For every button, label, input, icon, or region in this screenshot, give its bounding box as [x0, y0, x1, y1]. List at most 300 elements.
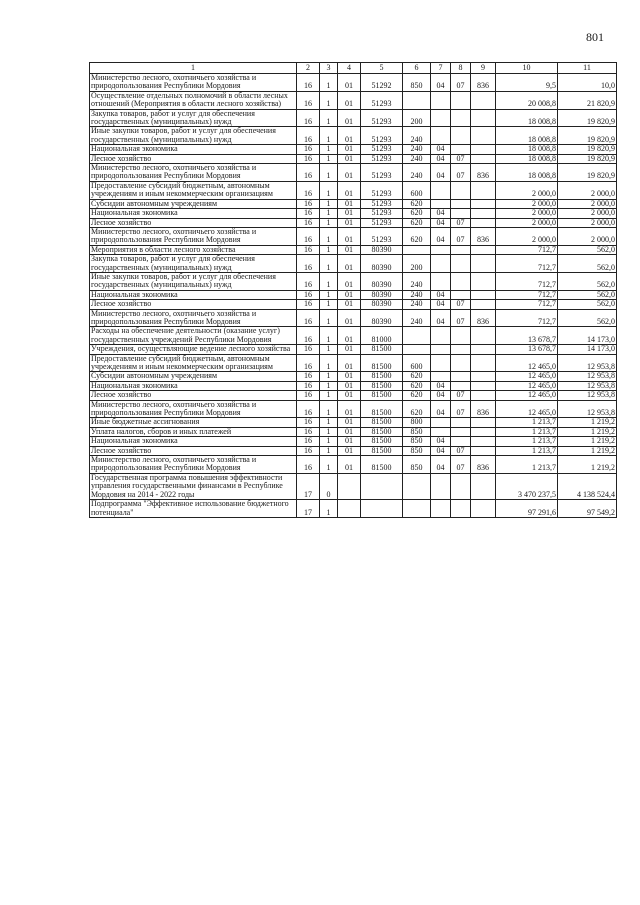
row-value-cell-col-10: 12 465,0	[496, 354, 558, 372]
row-value-cell-col-2: 16	[297, 145, 320, 154]
row-value-cell-col-11: 562,0	[558, 290, 617, 299]
row-name-cell: Предоставление субсидий бюджетным, автономным учреждениям и иным некоммерческим организациям	[90, 181, 297, 199]
row-value-cell-col-6	[403, 245, 431, 254]
table-row	[90, 300, 617, 309]
header-cell-col-9: 9	[471, 63, 496, 74]
row-value-cell-col-2: 16	[297, 272, 320, 290]
row-value-cell-col-6: 850	[403, 446, 431, 455]
row-value-cell-col-10: 2 000,0	[496, 181, 558, 199]
row-value-cell-col-8: 07	[451, 154, 471, 163]
header-cell-col-10: 10	[496, 63, 558, 74]
row-value-cell-col-9	[471, 255, 496, 273]
row-value-cell-col-10: 712,7	[496, 245, 558, 254]
row-value-cell-col-7: 04	[431, 381, 451, 390]
row-value-cell-col-11: 19 820,9	[558, 127, 617, 145]
row-value-cell-col-10: 13 678,7	[496, 327, 558, 345]
row-value-cell-col-9	[471, 272, 496, 290]
row-value-cell-col-10: 18 008,8	[496, 127, 558, 145]
table-header	[90, 63, 617, 74]
row-value-cell-col-2: 16	[297, 164, 320, 182]
row-value-cell-col-6: 240	[403, 272, 431, 290]
row-name-cell: Расходы на обеспечение деятельности (оказание услуг) государственных учреждений Республики Мордовия	[90, 327, 297, 345]
row-value-cell-col-4: 01	[338, 164, 361, 182]
row-value-cell-col-6: 200	[403, 109, 431, 127]
row-value-cell-col-9	[471, 218, 496, 227]
row-name-cell: Закупка товаров, работ и услуг для обеспечения государственных (муниципальных) нужд	[90, 255, 297, 273]
table-row	[90, 181, 617, 199]
row-value-cell-col-5: 81500	[361, 437, 403, 446]
row-value-cell-col-8	[451, 327, 471, 345]
row-value-cell-col-7: 04	[431, 437, 451, 446]
header-cell-col-8: 8	[451, 63, 471, 74]
row-value-cell-col-4: 01	[338, 456, 361, 474]
table-row	[90, 227, 617, 245]
row-value-cell-col-8	[451, 127, 471, 145]
row-value-cell-col-5: 51293	[361, 164, 403, 182]
row-value-cell-col-11: 14 173,0	[558, 327, 617, 345]
row-value-cell-col-11: 19 820,9	[558, 109, 617, 127]
row-value-cell-col-2: 16	[297, 154, 320, 163]
table-row	[90, 446, 617, 455]
row-value-cell-col-9	[471, 372, 496, 381]
row-value-cell-col-2: 16	[297, 109, 320, 127]
row-value-cell-col-7: 04	[431, 164, 451, 182]
row-name-cell: Министерство лесного, охотничьего хозяйства и природопользования Республики Мордовия	[90, 400, 297, 418]
row-value-cell-col-5: 80390	[361, 309, 403, 327]
row-value-cell-col-2: 16	[297, 255, 320, 273]
row-value-cell-col-3: 1	[320, 199, 338, 208]
row-value-cell-col-7	[431, 255, 451, 273]
row-name-cell: Лесное хозяйство	[90, 391, 297, 400]
row-value-cell-col-7	[431, 427, 451, 436]
row-value-cell-col-5: 51293	[361, 109, 403, 127]
row-value-cell-col-9: 836	[471, 456, 496, 474]
row-value-cell-col-11: 2 000,0	[558, 181, 617, 199]
row-value-cell-col-2: 17	[297, 473, 320, 499]
row-value-cell-col-6: 620	[403, 218, 431, 227]
row-value-cell-col-7	[431, 500, 451, 518]
row-value-cell-col-3: 1	[320, 418, 338, 427]
row-value-cell-col-11: 19 820,9	[558, 145, 617, 154]
row-value-cell-col-10: 12 465,0	[496, 372, 558, 381]
row-value-cell-col-6: 240	[403, 145, 431, 154]
row-value-cell-col-10: 12 465,0	[496, 391, 558, 400]
row-value-cell-col-3: 1	[320, 391, 338, 400]
row-value-cell-col-3: 1	[320, 427, 338, 436]
row-value-cell-col-6: 850	[403, 456, 431, 474]
row-value-cell-col-11: 562,0	[558, 245, 617, 254]
row-value-cell-col-11: 1 219,2	[558, 427, 617, 436]
table-row	[90, 456, 617, 474]
row-value-cell-col-9	[471, 345, 496, 354]
row-value-cell-col-3: 1	[320, 218, 338, 227]
table-row	[90, 309, 617, 327]
row-value-cell-col-10: 18 008,8	[496, 164, 558, 182]
row-value-cell-col-3: 1	[320, 400, 338, 418]
row-name-cell: Лесное хозяйство	[90, 300, 297, 309]
row-value-cell-col-4: 01	[338, 446, 361, 455]
table-row	[90, 74, 617, 92]
row-value-cell-col-8	[451, 91, 471, 109]
row-value-cell-col-3: 1	[320, 127, 338, 145]
row-name-cell: Министерство лесного, охотничьего хозяйства и природопользования Республики Мордовия	[90, 456, 297, 474]
row-value-cell-col-9	[471, 199, 496, 208]
row-value-cell-col-3: 1	[320, 245, 338, 254]
row-name-cell: Иные закупки товаров, работ и услуг для обеспечения государственных (муниципальных) нужд	[90, 272, 297, 290]
row-value-cell-col-4: 01	[338, 437, 361, 446]
row-value-cell-col-5: 81500	[361, 354, 403, 372]
row-value-cell-col-8	[451, 345, 471, 354]
row-value-cell-col-6: 240	[403, 300, 431, 309]
row-value-cell-col-9	[471, 418, 496, 427]
row-value-cell-col-7: 04	[431, 145, 451, 154]
row-value-cell-col-2: 16	[297, 218, 320, 227]
row-value-cell-col-5: 81500	[361, 446, 403, 455]
row-value-cell-col-4: 01	[338, 181, 361, 199]
row-value-cell-col-6: 620	[403, 209, 431, 218]
row-value-cell-col-8: 07	[451, 164, 471, 182]
table-row	[90, 164, 617, 182]
row-value-cell-col-2: 16	[297, 372, 320, 381]
header-cell-col-2: 2	[297, 63, 320, 74]
row-value-cell-col-5: 51293	[361, 209, 403, 218]
row-name-cell: Субсидии автономным учреждениям	[90, 199, 297, 208]
row-value-cell-col-9	[471, 181, 496, 199]
row-value-cell-col-11: 12 953,8	[558, 381, 617, 390]
table-row	[90, 473, 617, 499]
row-name-cell: Осуществление отдельных полномочий в области лесных отношений (Мероприятия в области лесного хозяйства)	[90, 91, 297, 109]
table-row	[90, 400, 617, 418]
table-row	[90, 218, 617, 227]
row-value-cell-col-6: 600	[403, 181, 431, 199]
row-value-cell-col-3: 1	[320, 154, 338, 163]
row-value-cell-col-5: 51293	[361, 199, 403, 208]
row-value-cell-col-5: 80390	[361, 272, 403, 290]
row-value-cell-col-2: 16	[297, 290, 320, 299]
row-value-cell-col-3: 1	[320, 437, 338, 446]
row-value-cell-col-4: 01	[338, 391, 361, 400]
row-value-cell-col-2: 16	[297, 418, 320, 427]
row-value-cell-col-9	[471, 209, 496, 218]
row-value-cell-col-10: 18 008,8	[496, 109, 558, 127]
row-name-cell: Предоставление субсидий бюджетным, автономным учреждениям и иным некоммерческим организациям	[90, 354, 297, 372]
row-value-cell-col-6: 240	[403, 290, 431, 299]
row-value-cell-col-11: 2 000,0	[558, 209, 617, 218]
row-value-cell-col-7	[431, 245, 451, 254]
row-value-cell-col-3: 1	[320, 309, 338, 327]
row-value-cell-col-5: 80390	[361, 245, 403, 254]
row-value-cell-col-3: 1	[320, 145, 338, 154]
row-value-cell-col-6	[403, 91, 431, 109]
row-value-cell-col-9	[471, 391, 496, 400]
row-value-cell-col-8: 07	[451, 218, 471, 227]
row-value-cell-col-10: 1 213,7	[496, 427, 558, 436]
table-row	[90, 372, 617, 381]
row-value-cell-col-3: 1	[320, 446, 338, 455]
row-value-cell-col-3: 1	[320, 255, 338, 273]
row-value-cell-col-9	[471, 290, 496, 299]
row-value-cell-col-2: 16	[297, 381, 320, 390]
row-value-cell-col-5: 81500	[361, 381, 403, 390]
row-value-cell-col-9	[471, 500, 496, 518]
row-value-cell-col-4: 01	[338, 427, 361, 436]
row-value-cell-col-11: 12 953,8	[558, 372, 617, 381]
row-value-cell-col-9: 836	[471, 164, 496, 182]
row-value-cell-col-2: 16	[297, 91, 320, 109]
row-value-cell-col-7	[431, 272, 451, 290]
row-name-cell: Министерство лесного, охотничьего хозяйства и природопользования Республики Мордовия	[90, 309, 297, 327]
header-cell-col-5: 5	[361, 63, 403, 74]
row-value-cell-col-5	[361, 473, 403, 499]
row-value-cell-col-11: 97 549,2	[558, 500, 617, 518]
table-row	[90, 127, 617, 145]
row-value-cell-col-7	[431, 109, 451, 127]
row-value-cell-col-3: 1	[320, 272, 338, 290]
row-value-cell-col-11: 12 953,8	[558, 400, 617, 418]
row-name-cell: Государственная программа повышения эффективности управления государственными финансами в Республике Мордовия на 2014 - 2022 годы	[90, 473, 297, 499]
row-value-cell-col-2: 16	[297, 446, 320, 455]
row-value-cell-col-5: 51293	[361, 181, 403, 199]
row-value-cell-col-9	[471, 354, 496, 372]
row-value-cell-col-10: 2 000,0	[496, 218, 558, 227]
row-name-cell: Министерство лесного, охотничьего хозяйства и природопользования Республики Мордовия	[90, 164, 297, 182]
row-value-cell-col-2: 16	[297, 181, 320, 199]
row-value-cell-col-5: 81500	[361, 391, 403, 400]
row-value-cell-col-10: 712,7	[496, 309, 558, 327]
table-row	[90, 255, 617, 273]
row-value-cell-col-8: 07	[451, 400, 471, 418]
row-value-cell-col-4: 01	[338, 418, 361, 427]
table-row	[90, 345, 617, 354]
row-value-cell-col-8: 07	[451, 456, 471, 474]
row-value-cell-col-3: 1	[320, 91, 338, 109]
row-value-cell-col-2: 16	[297, 391, 320, 400]
table-row	[90, 418, 617, 427]
row-name-cell: Национальная экономика	[90, 145, 297, 154]
row-value-cell-col-7	[431, 354, 451, 372]
row-value-cell-col-5: 51292	[361, 74, 403, 92]
row-value-cell-col-6: 800	[403, 418, 431, 427]
row-value-cell-col-8	[451, 209, 471, 218]
row-value-cell-col-10: 2 000,0	[496, 209, 558, 218]
row-value-cell-col-8	[451, 437, 471, 446]
row-value-cell-col-10: 3 470 237,5	[496, 473, 558, 499]
row-value-cell-col-5: 51293	[361, 91, 403, 109]
row-name-cell: Министерство лесного, охотничьего хозяйства и природопользования Республики Мордовия	[90, 74, 297, 92]
row-value-cell-col-8	[451, 199, 471, 208]
row-value-cell-col-3: 1	[320, 354, 338, 372]
row-name-cell: Национальная экономика	[90, 381, 297, 390]
row-value-cell-col-8	[451, 418, 471, 427]
row-name-cell: Уплата налогов, сборов и иных платежей	[90, 427, 297, 436]
row-name-cell: Лесное хозяйство	[90, 218, 297, 227]
row-value-cell-col-11: 21 820,9	[558, 91, 617, 109]
row-value-cell-col-7: 04	[431, 446, 451, 455]
row-value-cell-col-8	[451, 427, 471, 436]
row-value-cell-col-3: 1	[320, 227, 338, 245]
header-cell-col-11: 11	[558, 63, 617, 74]
row-value-cell-col-7: 04	[431, 74, 451, 92]
row-value-cell-col-3: 1	[320, 74, 338, 92]
row-value-cell-col-8	[451, 500, 471, 518]
row-value-cell-col-4: 01	[338, 145, 361, 154]
row-value-cell-col-10: 12 465,0	[496, 400, 558, 418]
row-value-cell-col-2: 16	[297, 74, 320, 92]
row-value-cell-col-8: 07	[451, 227, 471, 245]
row-value-cell-col-6: 240	[403, 127, 431, 145]
row-value-cell-col-6	[403, 500, 431, 518]
row-value-cell-col-5: 81500	[361, 456, 403, 474]
row-value-cell-col-6: 850	[403, 427, 431, 436]
table-row	[90, 272, 617, 290]
row-value-cell-col-2: 16	[297, 209, 320, 218]
row-value-cell-col-4: 01	[338, 400, 361, 418]
table-row	[90, 209, 617, 218]
row-name-cell: Министерство лесного, охотничьего хозяйства и природопользования Республики Мордовия	[90, 227, 297, 245]
row-name-cell: Закупка товаров, работ и услуг для обеспечения государственных (муниципальных) нужд	[90, 109, 297, 127]
row-value-cell-col-7: 04	[431, 400, 451, 418]
row-value-cell-col-2: 16	[297, 354, 320, 372]
row-value-cell-col-7: 04	[431, 154, 451, 163]
row-value-cell-col-2: 16	[297, 199, 320, 208]
row-value-cell-col-7: 04	[431, 290, 451, 299]
row-value-cell-col-5: 51293	[361, 227, 403, 245]
row-value-cell-col-8	[451, 290, 471, 299]
row-value-cell-col-4: 01	[338, 290, 361, 299]
row-name-cell: Субсидии автономным учреждениям	[90, 372, 297, 381]
row-name-cell: Мероприятия в области лесного хозяйства	[90, 245, 297, 254]
row-value-cell-col-8	[451, 372, 471, 381]
row-value-cell-col-11: 12 953,8	[558, 354, 617, 372]
row-name-cell: Лесное хозяйство	[90, 154, 297, 163]
row-value-cell-col-9	[471, 427, 496, 436]
row-value-cell-col-2: 16	[297, 400, 320, 418]
row-value-cell-col-5: 51293	[361, 127, 403, 145]
row-value-cell-col-6	[403, 473, 431, 499]
row-value-cell-col-10: 712,7	[496, 290, 558, 299]
table-row	[90, 290, 617, 299]
table-row	[90, 500, 617, 518]
row-value-cell-col-11: 19 820,9	[558, 154, 617, 163]
row-value-cell-col-5: 80390	[361, 290, 403, 299]
row-value-cell-col-11: 12 953,8	[558, 391, 617, 400]
row-name-cell: Иные закупки товаров, работ и услуг для обеспечения государственных (муниципальных) нужд	[90, 127, 297, 145]
row-value-cell-col-4: 01	[338, 154, 361, 163]
row-value-cell-col-4: 01	[338, 354, 361, 372]
row-value-cell-col-4	[338, 473, 361, 499]
row-value-cell-col-3: 1	[320, 327, 338, 345]
row-value-cell-col-3: 1	[320, 500, 338, 518]
row-value-cell-col-4: 01	[338, 91, 361, 109]
row-value-cell-col-7	[431, 345, 451, 354]
row-value-cell-col-4: 01	[338, 209, 361, 218]
row-value-cell-col-10: 1 213,7	[496, 418, 558, 427]
row-value-cell-col-4: 01	[338, 300, 361, 309]
row-value-cell-col-4: 01	[338, 255, 361, 273]
header-cell-col-3: 3	[320, 63, 338, 74]
row-value-cell-col-6: 600	[403, 354, 431, 372]
row-value-cell-col-3: 1	[320, 164, 338, 182]
row-value-cell-col-10: 712,7	[496, 255, 558, 273]
row-value-cell-col-3: 1	[320, 290, 338, 299]
row-value-cell-col-5: 81500	[361, 372, 403, 381]
row-value-cell-col-3: 1	[320, 345, 338, 354]
row-value-cell-col-8	[451, 181, 471, 199]
row-value-cell-col-2: 17	[297, 500, 320, 518]
row-name-cell: Национальная экономика	[90, 209, 297, 218]
row-value-cell-col-3: 1	[320, 109, 338, 127]
row-value-cell-col-10: 9,5	[496, 74, 558, 92]
budget-table	[89, 62, 617, 518]
row-value-cell-col-6: 850	[403, 74, 431, 92]
row-value-cell-col-6: 200	[403, 255, 431, 273]
row-value-cell-col-11: 1 219,2	[558, 456, 617, 474]
row-value-cell-col-3: 1	[320, 300, 338, 309]
page-number: 801	[586, 30, 604, 44]
row-value-cell-col-2: 16	[297, 309, 320, 327]
row-value-cell-col-8	[451, 381, 471, 390]
header-cell-col-6: 6	[403, 63, 431, 74]
row-value-cell-col-9: 836	[471, 309, 496, 327]
row-value-cell-col-4: 01	[338, 327, 361, 345]
row-value-cell-col-5: 81000	[361, 327, 403, 345]
row-value-cell-col-8	[451, 245, 471, 254]
row-value-cell-col-11: 1 219,2	[558, 418, 617, 427]
row-value-cell-col-4	[338, 500, 361, 518]
row-value-cell-col-10: 2 000,0	[496, 199, 558, 208]
row-value-cell-col-9	[471, 300, 496, 309]
row-value-cell-col-11: 10,0	[558, 74, 617, 92]
row-value-cell-col-10: 1 213,7	[496, 437, 558, 446]
row-value-cell-col-5: 51293	[361, 218, 403, 227]
header-cell-col-7: 7	[431, 63, 451, 74]
row-value-cell-col-4: 01	[338, 109, 361, 127]
row-value-cell-col-2: 16	[297, 427, 320, 436]
row-value-cell-col-9	[471, 127, 496, 145]
row-value-cell-col-7: 04	[431, 218, 451, 227]
row-value-cell-col-7	[431, 473, 451, 499]
row-value-cell-col-7: 04	[431, 309, 451, 327]
row-value-cell-col-6: 240	[403, 164, 431, 182]
row-value-cell-col-4: 01	[338, 372, 361, 381]
row-value-cell-col-3: 1	[320, 381, 338, 390]
header-row	[90, 63, 617, 74]
row-value-cell-col-7: 04	[431, 391, 451, 400]
row-value-cell-col-4: 01	[338, 127, 361, 145]
row-value-cell-col-9	[471, 381, 496, 390]
row-value-cell-col-3: 0	[320, 473, 338, 499]
row-value-cell-col-9: 836	[471, 400, 496, 418]
table-row	[90, 245, 617, 254]
row-value-cell-col-9	[471, 145, 496, 154]
header-cell-col-1: 1	[90, 63, 297, 74]
row-value-cell-col-6: 620	[403, 372, 431, 381]
table-row	[90, 391, 617, 400]
row-value-cell-col-11: 19 820,9	[558, 164, 617, 182]
row-value-cell-col-4: 01	[338, 227, 361, 245]
row-value-cell-col-6: 620	[403, 400, 431, 418]
row-value-cell-col-11: 1 219,2	[558, 437, 617, 446]
row-value-cell-col-7	[431, 199, 451, 208]
row-value-cell-col-2: 16	[297, 345, 320, 354]
row-value-cell-col-7	[431, 327, 451, 345]
row-name-cell: Лесное хозяйство	[90, 446, 297, 455]
table-row	[90, 437, 617, 446]
row-value-cell-col-3: 1	[320, 181, 338, 199]
row-value-cell-col-5: 81500	[361, 400, 403, 418]
table-row	[90, 381, 617, 390]
row-value-cell-col-4: 01	[338, 218, 361, 227]
